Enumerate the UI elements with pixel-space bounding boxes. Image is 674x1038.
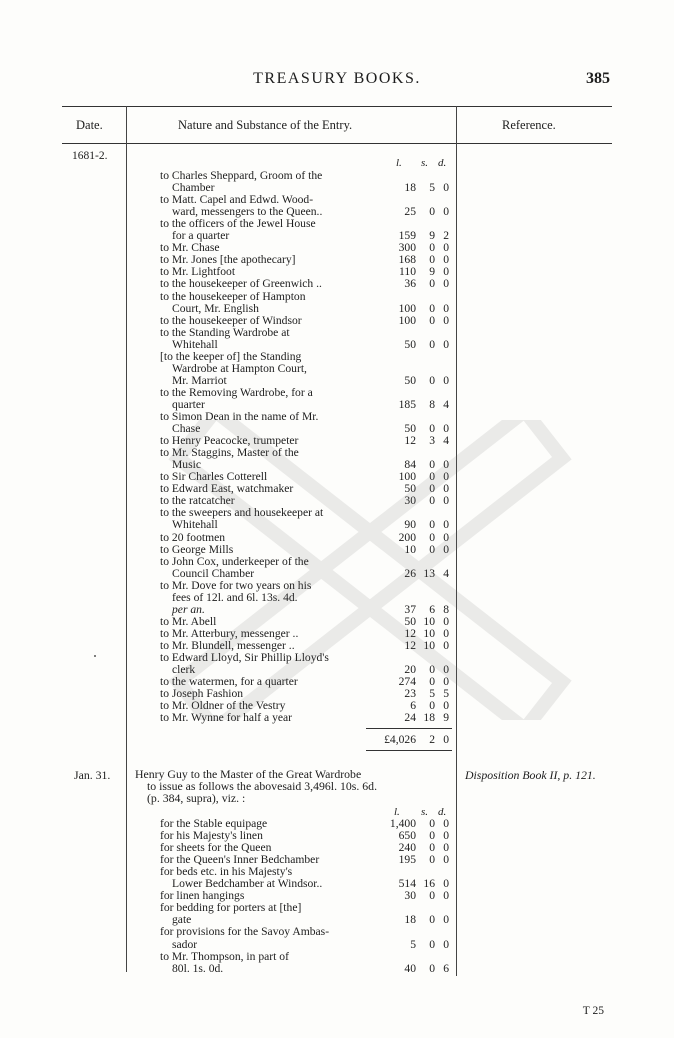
entry-label: to Edward East, watchmaker bbox=[160, 482, 294, 496]
entry-amount-l: 50 bbox=[404, 373, 416, 387]
entry-label: to Mr. Blundell, messenger .. bbox=[160, 638, 295, 652]
entry-label: to John Cox, underkeeper of the bbox=[160, 554, 309, 568]
entry-label: to 20 footmen bbox=[160, 530, 226, 544]
entry-amount-d: 0 bbox=[443, 614, 449, 628]
item-row bbox=[0, 866, 674, 878]
item-row bbox=[0, 951, 674, 963]
entry-label: to the Removing Wardrobe, for a bbox=[160, 385, 313, 399]
entry-amount-l: 100 bbox=[398, 470, 416, 484]
entry-label: to the officers of the Jewel House bbox=[160, 217, 316, 231]
entry-amount-s: 0 bbox=[429, 494, 435, 508]
column-header-reference: Reference. bbox=[502, 118, 556, 132]
entry-amount-d: 0 bbox=[443, 241, 449, 255]
entry-amount-s: 0 bbox=[429, 458, 435, 472]
item-amount-s: 0 bbox=[429, 937, 435, 951]
entry-label: to Mr. Jones [the apothecary] bbox=[160, 253, 296, 267]
entry-amount-d: 0 bbox=[443, 638, 449, 652]
item-label: Lower Bedchamber at Windsor.. bbox=[172, 877, 323, 891]
entry-label: Music bbox=[172, 458, 201, 472]
entry-amount-s: 6 bbox=[429, 602, 435, 616]
item-amount-d: 0 bbox=[443, 937, 449, 951]
item-amount-l: 514 bbox=[398, 877, 416, 891]
item-label: for sheets for the Queen bbox=[160, 841, 272, 855]
item-label: to Mr. Thompson, in part of bbox=[160, 949, 289, 963]
entry-label: quarter bbox=[172, 397, 205, 411]
entry-label: to Mr. Dove for two years on his bbox=[160, 578, 312, 592]
paragraph-line: to issue as follows the abovesaid 3,496l. 10s. 6d. bbox=[147, 779, 378, 793]
entry-amount-l: 100 bbox=[398, 301, 416, 315]
entry-amount-l: 37 bbox=[404, 602, 416, 616]
entry-label: to Simon Dean in the name of Mr. bbox=[160, 410, 319, 423]
item-amount-l: 5 bbox=[410, 937, 416, 951]
entry-amount-d: 0 bbox=[443, 626, 449, 640]
item-amount-s: 0 bbox=[429, 829, 435, 843]
item-label: for beds etc. in his Majesty's bbox=[160, 865, 293, 879]
entry-amount-s: 0 bbox=[429, 337, 435, 351]
jan-money-header-d: d. bbox=[438, 806, 447, 818]
entry-amount-s: 5 bbox=[429, 687, 435, 701]
entry-amount-l: 168 bbox=[398, 253, 416, 267]
entry-label: to the ratcatcher bbox=[160, 494, 235, 508]
entry-label: to Edward Lloyd, Sir Phillip Lloyd's bbox=[160, 651, 329, 664]
entry-amount-l: 26 bbox=[404, 566, 416, 580]
entry-amount-l: 20 bbox=[404, 663, 416, 677]
entry-amount-d: 0 bbox=[443, 301, 449, 315]
entry-amount-d: 0 bbox=[443, 253, 449, 267]
entry-amount-s: 3 bbox=[429, 434, 435, 448]
entry-label: to Henry Peacocke, trumpeter bbox=[160, 434, 299, 448]
entry-label: to the sweepers and housekeeper at bbox=[160, 506, 324, 520]
item-row bbox=[0, 914, 674, 926]
entry-amount-l: 50 bbox=[404, 422, 416, 436]
entry-amount-d: 0 bbox=[443, 337, 449, 351]
entry-amount-l: 185 bbox=[398, 397, 416, 411]
entry-row bbox=[0, 230, 674, 242]
entry-amount-d: 0 bbox=[443, 470, 449, 484]
watermark-logo bbox=[110, 420, 630, 720]
entry-amount-d: 0 bbox=[443, 675, 449, 689]
entry-label: to Mr. Lightfoot bbox=[160, 265, 236, 279]
entry-label: Council Chamber bbox=[172, 566, 255, 580]
entry-amount-s: 0 bbox=[429, 422, 435, 436]
entry-amount-s: 10 bbox=[423, 638, 435, 652]
entry-row bbox=[0, 242, 674, 254]
item-row bbox=[0, 818, 674, 830]
entry-label: to the housekeeper of Windsor bbox=[160, 313, 302, 327]
header-rule-bottom bbox=[62, 143, 612, 144]
entry-amount-s: 9 bbox=[429, 265, 435, 279]
entry-amount-s: 0 bbox=[429, 675, 435, 689]
entry-amount-s: 0 bbox=[429, 373, 435, 387]
total-d: 0 bbox=[443, 733, 449, 746]
entry-amount-d: 0 bbox=[443, 313, 449, 327]
item-amount-l: 1,400 bbox=[389, 817, 416, 830]
item-amount-s: 0 bbox=[429, 889, 435, 903]
total-s: 2 bbox=[429, 733, 435, 746]
item-row bbox=[0, 854, 674, 866]
entry-label: Whitehall bbox=[172, 518, 218, 532]
entry-amount-d: 0 bbox=[443, 482, 449, 496]
entry-row bbox=[0, 194, 674, 206]
entry-row bbox=[0, 218, 674, 230]
entry-amount-d: 0 bbox=[443, 458, 449, 472]
total-row bbox=[0, 734, 674, 746]
entry-row bbox=[0, 315, 674, 327]
entry-row bbox=[0, 387, 674, 399]
entry-amount-d: 0 bbox=[443, 518, 449, 532]
jan-entry-date: Jan. 31. bbox=[74, 768, 111, 782]
item-row bbox=[0, 878, 674, 890]
entry-row bbox=[0, 399, 674, 411]
entry-amount-s: 10 bbox=[423, 626, 435, 640]
entry-amount-s: 0 bbox=[429, 482, 435, 496]
jan-entry-reference: Disposition Book II, p. 121. bbox=[465, 768, 596, 782]
entry-row bbox=[0, 351, 674, 363]
entry-amount-l: 12 bbox=[404, 638, 416, 652]
entry-amount-d: 9 bbox=[443, 711, 449, 725]
entry-row bbox=[0, 375, 674, 387]
entry-year: 1681-2. bbox=[72, 150, 108, 162]
entry-amount-l: 50 bbox=[404, 482, 416, 496]
entry-amount-d: 0 bbox=[443, 422, 449, 436]
entry-amount-l: 12 bbox=[404, 434, 416, 448]
entry-row bbox=[0, 254, 674, 266]
item-amount-s: 0 bbox=[429, 817, 435, 830]
entry-amount-s: 18 bbox=[423, 711, 435, 725]
entry-label: Mr. Marriot bbox=[172, 373, 227, 387]
item-amount-l: 30 bbox=[404, 889, 416, 903]
paragraph-line: Henry Guy to the Master of the Great Wardrobe bbox=[135, 767, 362, 781]
entry-row bbox=[0, 170, 674, 182]
entry-amount-d: 8 bbox=[443, 602, 449, 616]
entry-amount-d: 0 bbox=[443, 663, 449, 677]
item-amount-s: 0 bbox=[429, 913, 435, 927]
item-amount-d: 0 bbox=[443, 829, 449, 843]
entry-amount-l: 6 bbox=[410, 699, 416, 713]
item-amount-s: 0 bbox=[429, 961, 435, 975]
item-row bbox=[0, 830, 674, 842]
entry-row bbox=[0, 182, 674, 194]
entry-amount-l: 23 bbox=[404, 687, 416, 701]
entry-label: for a quarter bbox=[172, 229, 230, 243]
entry-row bbox=[0, 266, 674, 278]
item-amount-d: 0 bbox=[443, 853, 449, 867]
item-row bbox=[0, 890, 674, 902]
entry-label: Whitehall bbox=[172, 337, 218, 351]
entry-amount-s: 9 bbox=[429, 229, 435, 243]
entry-amount-l: 300 bbox=[398, 241, 416, 255]
item-amount-s: 0 bbox=[429, 853, 435, 867]
entry-label: to Sir Charles Cotterell bbox=[160, 470, 268, 484]
entry-amount-s: 0 bbox=[429, 530, 435, 544]
jan-money-header-s: s. bbox=[421, 806, 429, 818]
item-label: for bedding for porters at [the] bbox=[160, 901, 302, 915]
item-amount-s: 0 bbox=[429, 841, 435, 855]
entry-amount-d: 0 bbox=[443, 205, 449, 219]
item-amount-l: 40 bbox=[404, 961, 416, 975]
item-row bbox=[0, 842, 674, 854]
entry-amount-d: 0 bbox=[443, 530, 449, 544]
entry-amount-d: 0 bbox=[443, 494, 449, 508]
entry-amount-s: 5 bbox=[429, 181, 435, 195]
entry-amount-l: 30 bbox=[404, 494, 416, 508]
entry-label: to Mr. Abell bbox=[160, 614, 217, 628]
entry-label: clerk bbox=[172, 663, 196, 677]
header-rule-top bbox=[62, 106, 612, 107]
entry-row bbox=[0, 291, 674, 303]
entry-label: [to the keeper of] the Standing bbox=[160, 349, 302, 363]
entry-label: to the watermen, for a quarter bbox=[160, 675, 298, 689]
entry-label: to the housekeeper of Greenwich .. bbox=[160, 277, 322, 291]
entry-amount-l: 110 bbox=[399, 265, 416, 279]
item-label: for the Queen's Inner Bedchamber bbox=[160, 853, 320, 867]
entry-amount-l: 24 bbox=[404, 711, 416, 725]
entry-amount-s: 0 bbox=[429, 301, 435, 315]
item-amount-l: 650 bbox=[398, 829, 416, 843]
jan-entry-paragraph bbox=[135, 768, 427, 804]
entry-row bbox=[0, 363, 674, 375]
item-label: sador bbox=[172, 937, 198, 951]
entry-amount-d: 0 bbox=[443, 699, 449, 713]
entry-label: ward, messengers to the Queen.. bbox=[172, 205, 323, 219]
entry-label: Chase bbox=[172, 422, 201, 436]
entry-label: to the housekeeper of Hampton bbox=[160, 289, 306, 303]
entry-amount-l: 18 bbox=[404, 181, 416, 195]
entry-row bbox=[0, 327, 674, 339]
entry-amount-s: 8 bbox=[429, 397, 435, 411]
item-label: 80l. 1s. 0d. bbox=[172, 961, 224, 975]
money-header-s: s. bbox=[421, 157, 429, 169]
item-amount-d: 0 bbox=[443, 889, 449, 903]
entry-amount-s: 0 bbox=[429, 241, 435, 255]
entry-label: Court, Mr. English bbox=[172, 301, 259, 315]
entry-label: Wardrobe at Hampton Court, bbox=[172, 361, 307, 375]
total-l: £4,026 bbox=[384, 733, 416, 746]
entry-row bbox=[0, 206, 674, 218]
entry-label: per an. bbox=[172, 602, 205, 616]
watermark-band bbox=[178, 420, 562, 720]
entry-amount-l: 90 bbox=[404, 518, 416, 532]
entry-amount-d: 0 bbox=[443, 542, 449, 556]
entry-amount-l: 25 bbox=[404, 205, 416, 219]
total-rule-bottom bbox=[366, 750, 452, 751]
item-label: gate bbox=[172, 913, 192, 927]
column-header-nature: Nature and Substance of the Entry. bbox=[178, 118, 353, 132]
item-amount-l: 18 bbox=[404, 913, 416, 927]
entry-label: to George Mills bbox=[160, 542, 234, 556]
entry-amount-s: 0 bbox=[429, 277, 435, 291]
entry-label: to Joseph Fashion bbox=[160, 687, 244, 701]
item-amount-d: 0 bbox=[443, 841, 449, 855]
entry-amount-d: 2 bbox=[443, 229, 449, 243]
entry-amount-s: 0 bbox=[429, 205, 435, 219]
item-amount-d: 6 bbox=[443, 961, 449, 975]
entry-label: to Charles Sheppard, Groom of the bbox=[160, 169, 323, 182]
item-row bbox=[0, 926, 674, 938]
entry-label: to Mr. Atterbury, messenger .. bbox=[160, 626, 299, 640]
entry-amount-s: 13 bbox=[423, 566, 435, 580]
entry-label: to Mr. Wynne for half a year bbox=[160, 711, 293, 725]
item-label: for his Majesty's linen bbox=[160, 829, 263, 843]
item-amount-s: 16 bbox=[423, 877, 435, 891]
total-rule-top bbox=[366, 728, 452, 729]
entry-amount-s: 0 bbox=[429, 253, 435, 267]
entry-amount-s: 0 bbox=[429, 518, 435, 532]
item-row bbox=[0, 963, 674, 975]
entry-row bbox=[0, 339, 674, 351]
running-title: TREASURY BOOKS. bbox=[253, 70, 421, 87]
entry-label: to Mr. Chase bbox=[160, 241, 220, 255]
entry-amount-l: 159 bbox=[398, 229, 416, 243]
item-amount-d: 0 bbox=[443, 913, 449, 927]
entry-amount-s: 0 bbox=[429, 313, 435, 327]
paragraph-line: (p. 384, supra), viz. : bbox=[147, 791, 246, 805]
entry-amount-l: 84 bbox=[404, 458, 416, 472]
margin-dot bbox=[94, 655, 96, 657]
entry-amount-l: 36 bbox=[404, 277, 416, 291]
money-header-d: d. bbox=[438, 157, 447, 169]
entry-amount-d: 0 bbox=[443, 277, 449, 291]
page-number: 385 bbox=[586, 70, 610, 87]
entry-amount-d: 0 bbox=[443, 373, 449, 387]
entry-amount-l: 200 bbox=[398, 530, 416, 544]
entry-amount-s: 0 bbox=[429, 470, 435, 484]
entry-amount-s: 10 bbox=[423, 614, 435, 628]
entry-amount-d: 4 bbox=[443, 434, 449, 448]
item-amount-l: 195 bbox=[398, 853, 416, 867]
entry-label: to Mr. Staggins, Master of the bbox=[160, 446, 299, 460]
entry-amount-l: 50 bbox=[404, 614, 416, 628]
item-label: for the Stable equipage bbox=[160, 817, 268, 830]
entry-row bbox=[0, 278, 674, 290]
watermark-band bbox=[178, 420, 562, 720]
item-amount-d: 0 bbox=[443, 877, 449, 891]
entry-amount-d: 4 bbox=[443, 397, 449, 411]
entry-amount-d: 5 bbox=[443, 687, 449, 701]
item-label: for provisions for the Savoy Ambas- bbox=[160, 925, 330, 939]
entry-row bbox=[0, 303, 674, 315]
item-amount-l: 240 bbox=[398, 841, 416, 855]
printer-signature: T 25 bbox=[582, 1005, 604, 1017]
entry-amount-d: 4 bbox=[443, 566, 449, 580]
entry-amount-l: 274 bbox=[398, 675, 416, 689]
item-row bbox=[0, 902, 674, 914]
jan-money-header-l: l. bbox=[394, 806, 400, 818]
entry-label: to Matt. Capel and Edwd. Wood- bbox=[160, 193, 314, 207]
item-amount-d: 0 bbox=[443, 817, 449, 830]
entry-label: fees of 12l. and 6l. 13s. 4d. bbox=[172, 590, 298, 604]
entry-label: to the Standing Wardrobe at bbox=[160, 325, 290, 339]
entry-label: to Mr. Oldner of the Vestry bbox=[160, 699, 286, 713]
entry-amount-s: 0 bbox=[429, 699, 435, 713]
entry-amount-l: 12 bbox=[404, 626, 416, 640]
item-label: for linen hangings bbox=[160, 889, 245, 903]
entry-amount-d: 0 bbox=[443, 181, 449, 195]
entry-amount-l: 100 bbox=[398, 313, 416, 327]
item-row bbox=[0, 939, 674, 951]
entry-amount-l: 10 bbox=[404, 542, 416, 556]
entry-amount-s: 0 bbox=[429, 663, 435, 677]
entry-amount-s: 0 bbox=[429, 542, 435, 556]
entry-label: Chamber bbox=[172, 181, 215, 195]
entry-amount-d: 0 bbox=[443, 265, 449, 279]
entry-amount-l: 50 bbox=[404, 337, 416, 351]
column-header-date: Date. bbox=[76, 118, 103, 132]
money-header-l: l. bbox=[396, 157, 402, 169]
